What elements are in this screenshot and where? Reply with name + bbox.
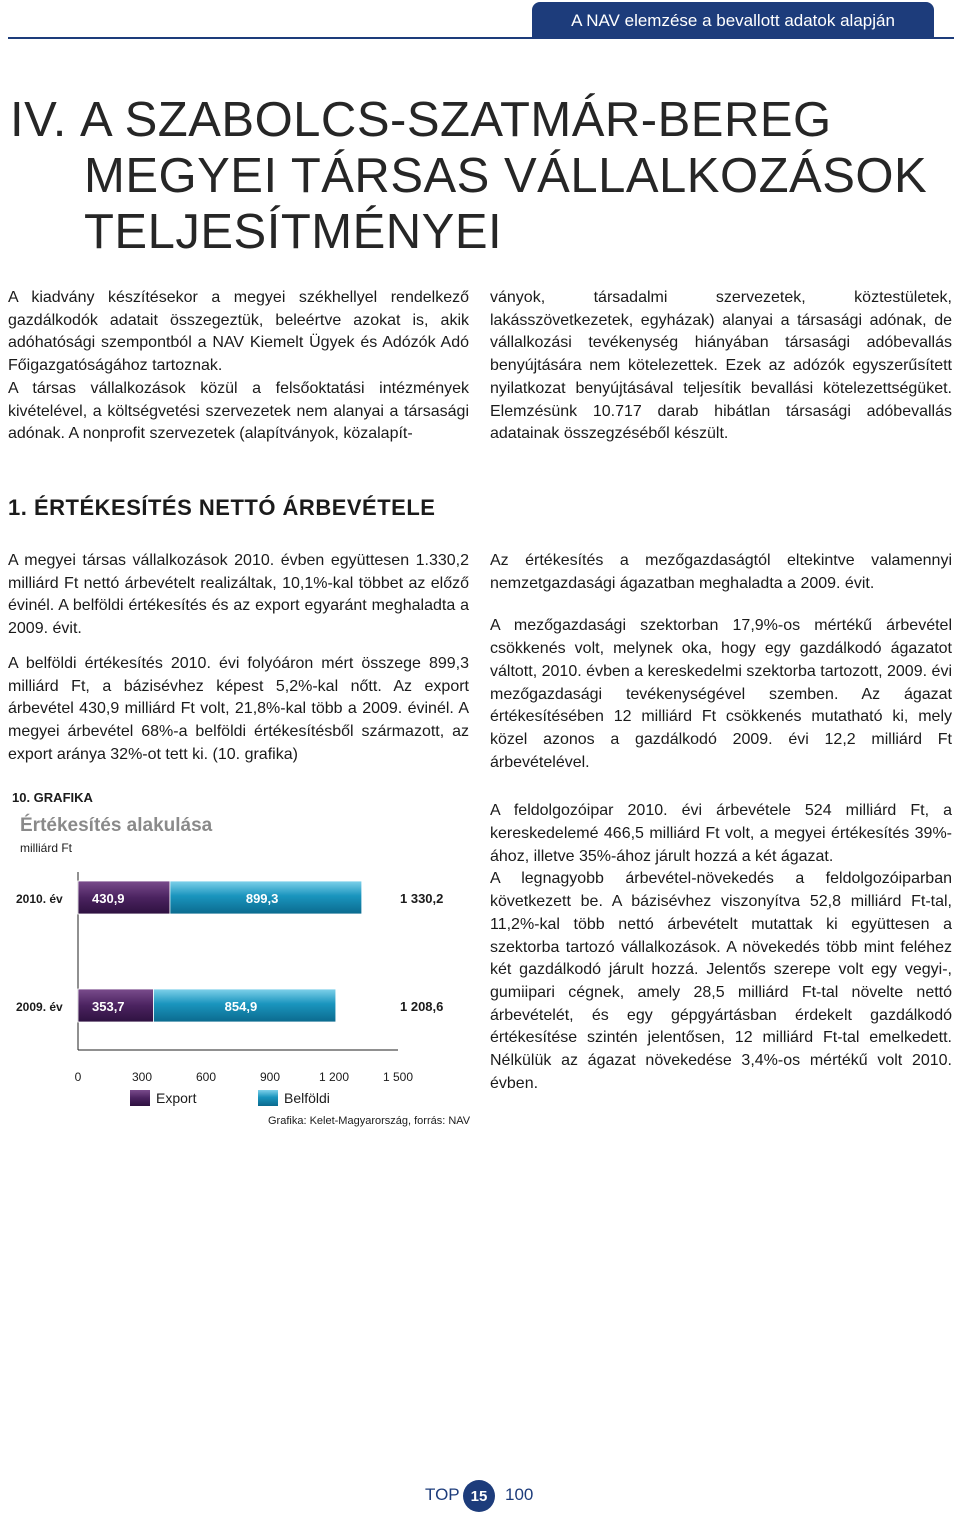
section-paragraph: A feldolgozóipar 2010. évi árbevétele 524 milliárd Ft, a kereskedelemé 466,5 milliárd Ft volt, a megyei értékesítés 39%-ához, illetve 35%-ához járult hozzá a két ágazat. <box>490 802 952 865</box>
x-tick-label: 600 <box>195 1070 217 1084</box>
bar-value-label: 854,9 <box>224 999 258 1014</box>
chapter-number: IV. <box>10 93 67 147</box>
legend-swatch-belföldi <box>258 1090 278 1106</box>
section-paragraph: A megyei társas vállalkozások 2010. évben együttesen 1.330,2 milliárd Ft nettó árbevételt realizáltak, 10,1%-kal többet az előző évinél. A belföldi értékesítés és az export egyaránt meghaladta a 2009. évit. <box>8 552 469 638</box>
bar-total-label: 1 330,2 <box>400 891 444 906</box>
category-label: 2009. év <box>16 1000 63 1014</box>
header-rule <box>8 37 954 39</box>
header-tab: A NAV elemzése a bevallott adatok alapján <box>532 2 934 37</box>
intro-paragraph: ványok, társadalmi szervezetek, köztestületek, lakásszövetkezetek, egyházak) alanyai a társasági adónak, de vállalkozási tevékenység hiányában társasági adóbevallás benyújtására nem kötelezettek. Ezek az adózók egyszerűsített nyilatkozat benyújtásával teljesítik bevallási kötelezettségüket. Elemzésünk 10.717 darab hibátlan társasági adóbevallás adatainak összegzéséből készült. <box>490 289 952 443</box>
x-tick-label: 900 <box>259 1070 281 1084</box>
legend-swatch-export <box>130 1090 150 1106</box>
x-tick-label: 0 <box>74 1070 82 1084</box>
footer-top: TOP <box>425 1485 460 1504</box>
section-heading: 1. ÉRTÉKESÍTÉS NETTÓ ÁRBEVÉTELE <box>8 495 436 520</box>
bar-total-label: 1 208,6 <box>400 999 444 1014</box>
chapter-title-line1: A SZABOLCS-SZATMÁR-BEREG <box>80 93 832 147</box>
bar-value-label: 899,3 <box>245 891 279 906</box>
chart-title: Értékesítés alakulása <box>20 815 213 836</box>
chapter-title-line3: TELJESÍTMÉNYEI <box>84 205 503 259</box>
intro-paragraph: A társas vállalkozások közül a felsőoktatási intézmények kivételével, a költségvetési szervezetek nem alanyai a társasági adónak. A nonprofit szervezetek (alapítványok, közalapít- <box>8 379 469 443</box>
x-tick-label: 1 200 <box>318 1070 350 1084</box>
category-label: 2010. év <box>16 892 63 906</box>
chart-label: 10. GRAFIKA <box>12 790 93 805</box>
section-left-column <box>8 550 469 766</box>
chapter-title <box>10 92 930 260</box>
section-right-column <box>490 550 952 1095</box>
x-tick-label: 1 500 <box>382 1070 414 1084</box>
intro-right-column <box>490 287 952 446</box>
section-paragraph: Az értékesítés a mezőgazdaságtól eltekintve valamennyi nemzetgazdasági ágazatban meghaladta a 2009. évit. <box>490 552 952 592</box>
page-number-badge: 15 <box>463 1480 495 1512</box>
legend-label: Belföldi <box>284 1090 330 1106</box>
x-tick-label: 300 <box>131 1070 153 1084</box>
legend-label: Export <box>156 1090 197 1106</box>
section-paragraph: A legnagyobb árbevétel-növekedés a feldolgozóiparban következett be. A bázisévhez viszonyítva 52,8 milliárd Ft-tal, 11,2%-kal több nettó árbevételt mutattak ki együttesen a szektorba tartozó vállalkozások. A növekedés több mint feléhez két gazdálkodó járult hozzá. Jelentős szerepe volt egy vegyi-, gumiipari cégnek, amely 28,5 milliárd Ft-tal növelte nettó árbevételét, és egy gépgyártásban érdekelt gazdálkodó értékesítése szintén jelentősen, 12 milliárd Ft-tal emelkedett. Nélkülük az ágazat növekedése 3,4%-os mértékű volt 2010. évben. <box>490 870 952 1092</box>
intro-left-column <box>8 287 469 446</box>
chart-source: Grafika: Kelet-Magyarország, forrás: NAV <box>268 1115 471 1127</box>
bar-value-label: 353,7 <box>92 999 125 1014</box>
sales-chart <box>0 860 470 1120</box>
chapter-title-line2: MEGYEI TÁRSAS VÁLLALKOZÁSOK <box>84 149 928 203</box>
footer-hundred: 100 <box>505 1485 534 1504</box>
intro-paragraph: A kiadvány készítésekor a megyei székhellyel rendelkező gazdálkodók adatait összegeztük, beleértve azokat is, akik adóhatósági szempontból a NAV Kiemelt Ügyek és Adózók Adó Főigazgatóságához tartoznak. <box>8 289 469 375</box>
section-paragraph: A belföldi értékesítés 2010. évi folyóáron mért összege 899,3 milliárd Ft, a bázisévhez képest 5,2%-kal nőtt. Az export árbevétel 430,9 milliárd Ft volt, 21,8%-kal több a 2009. évinél. A megyei árbevétel 68%-a belföldi értékesítésből származott, az export aránya 32%-ot tett ki. (10. grafika) <box>8 654 469 763</box>
chart-unit: milliárd Ft <box>20 841 73 855</box>
bar-value-label: 430,9 <box>92 891 125 906</box>
section-paragraph: A mezőgazdasági szektorban 17,9%-os mértékű árbevétel csökkenés volt, melynek oka, hogy egy gazdálkodó ágazatot váltott, 2010. évben a kereskedelmi szektorba tartozott, 2009. évi mezőgazdasági tevékenységével szemben. Az ágazat értékesítésében 12 milliárd Ft csökkenés mutatható ki, mely közel azonos a gazdálkodó 2009. évi 12,2 milliárd Ft árbevételével. <box>490 617 952 771</box>
